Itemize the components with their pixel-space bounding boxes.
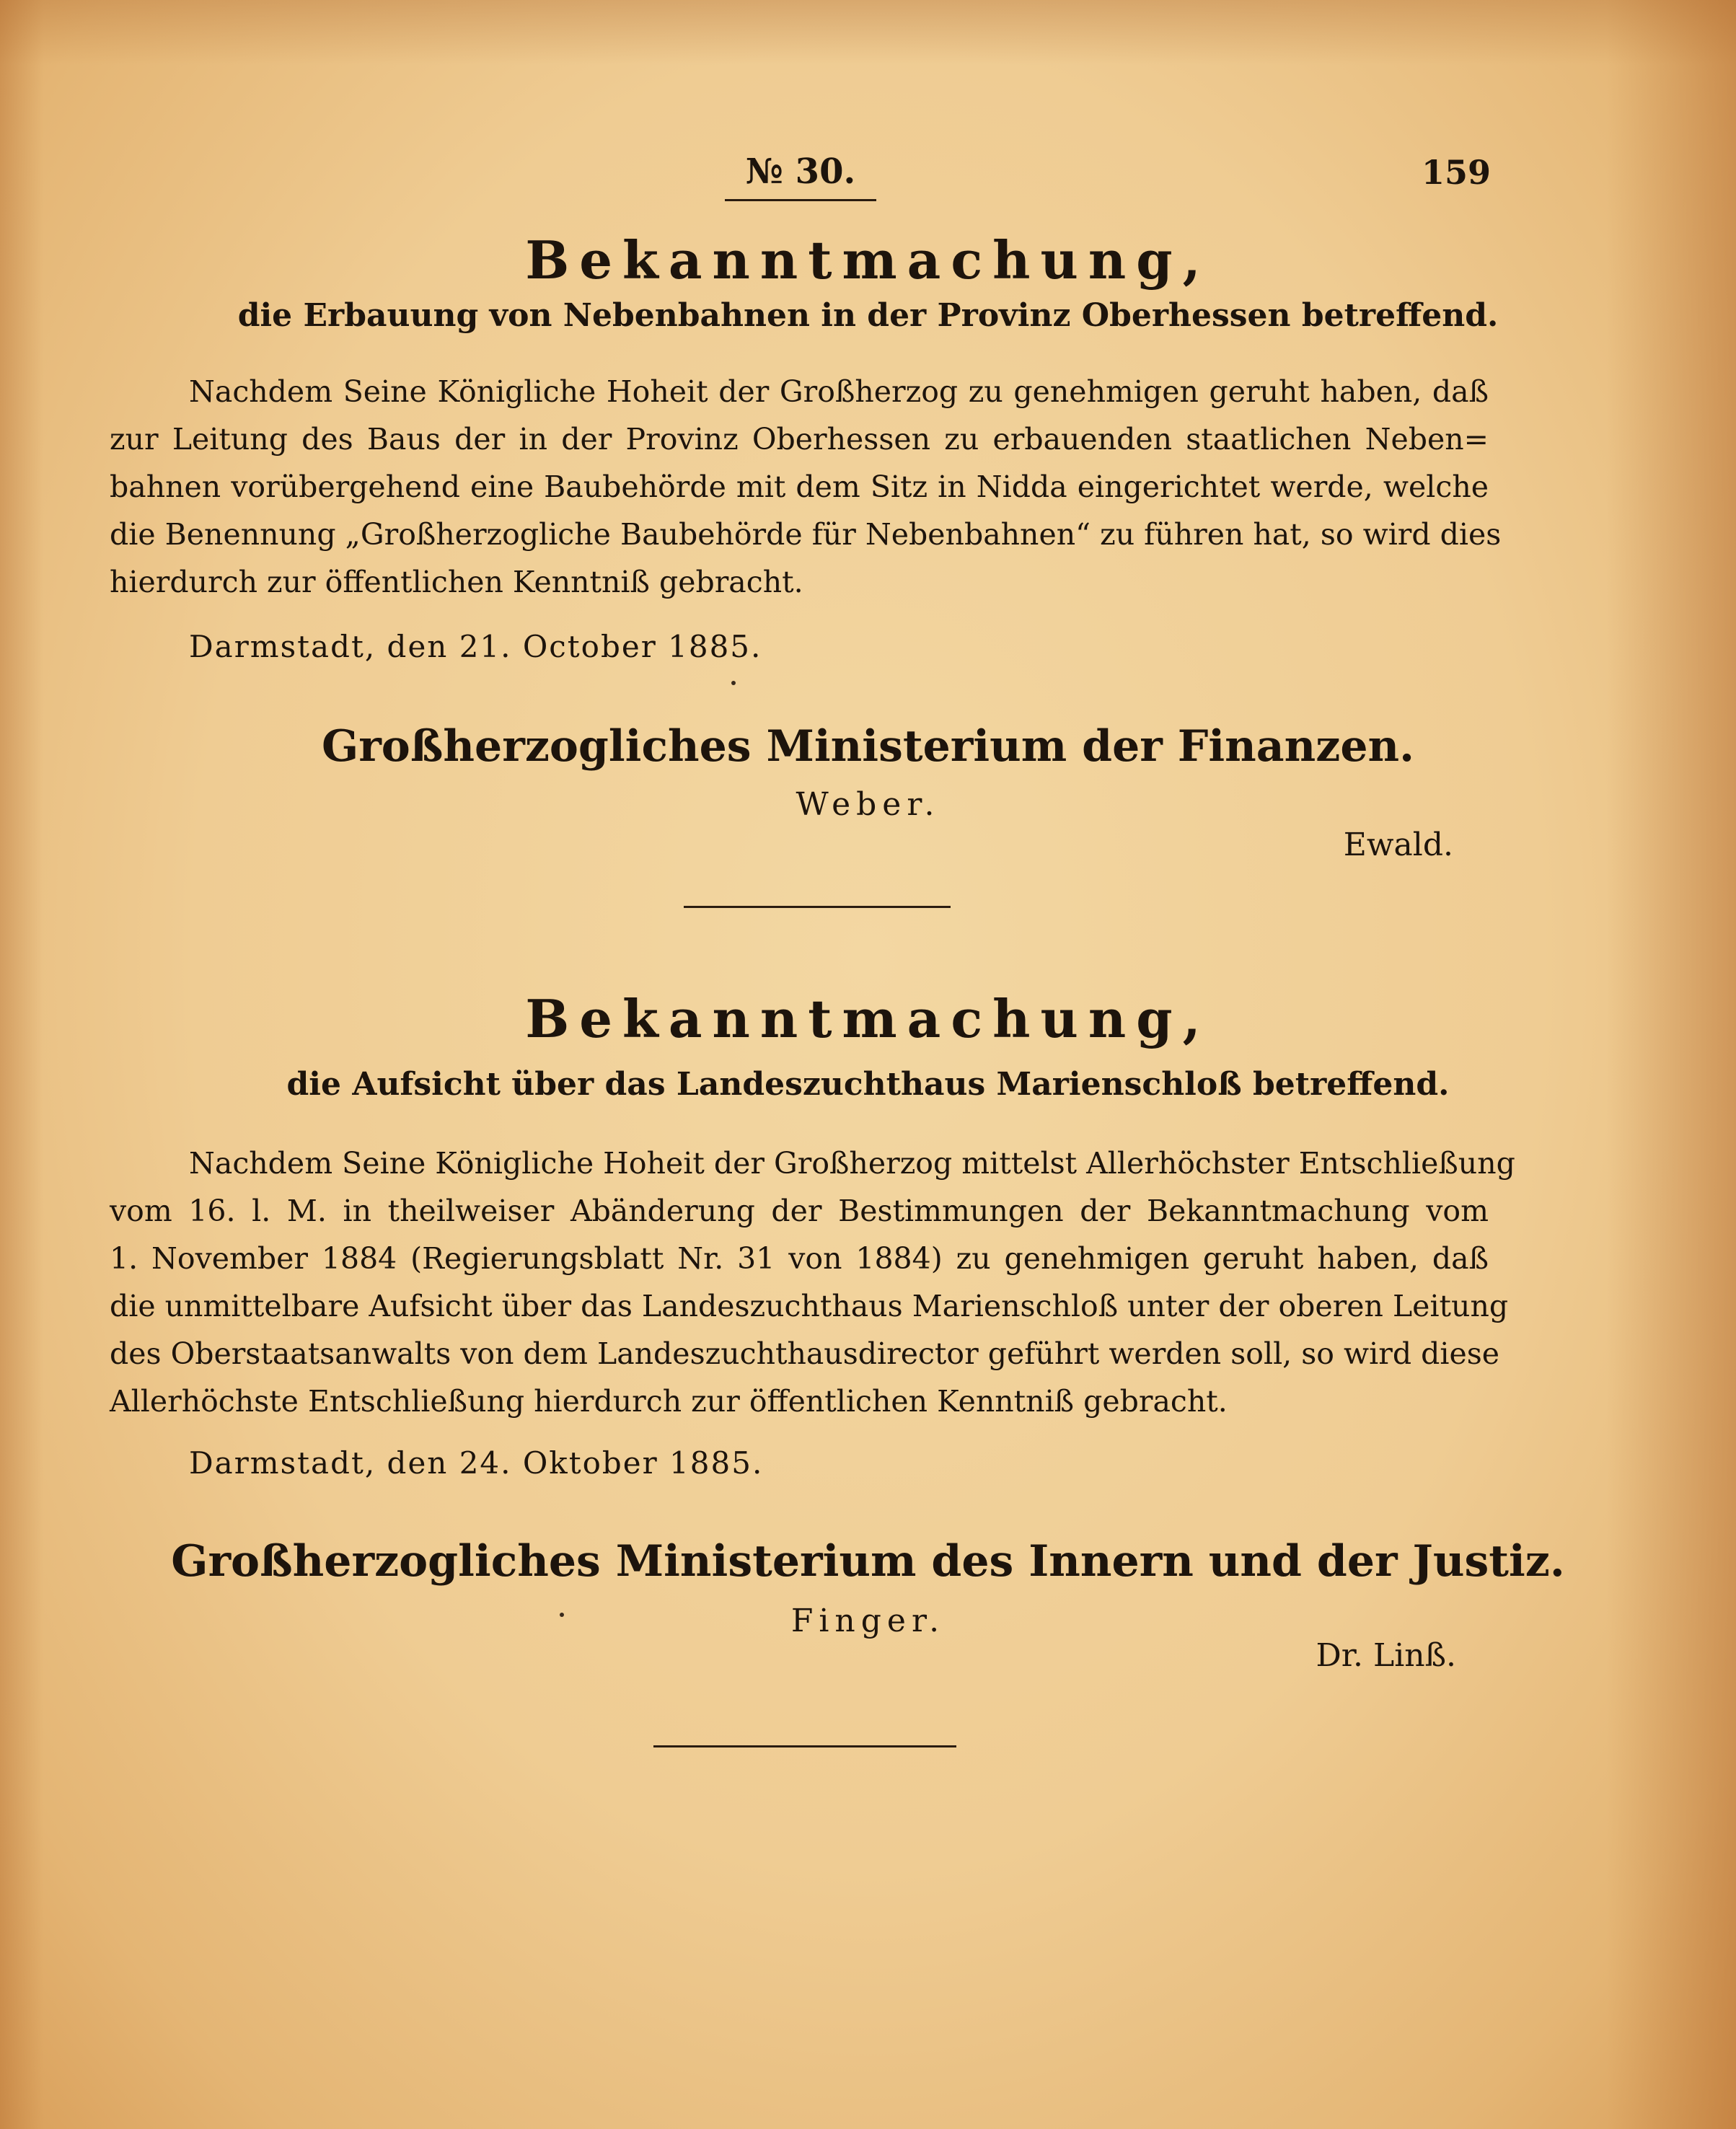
body-line: Allerhöchste Entschließung hierdurch zur öffentlichen Kenntniß gebracht.	[110, 1384, 1228, 1419]
issue-number: № 30.	[725, 151, 876, 201]
body-line: hierdurch zur öffentlichen Kenntniß gebracht.	[110, 565, 803, 599]
body-line: Nachdem Seine Königliche Hoheit der Großherzog mittelst Allerhöchster Entschließung	[189, 1146, 1515, 1181]
notice2-title: Bekanntmachung,	[525, 988, 1211, 1049]
page-number: 159	[1421, 153, 1491, 192]
notice2-countersigner: Dr. Linß.	[1316, 1637, 1456, 1674]
body-line: Nachdem Seine Königliche Hoheit der Großherzog zu genehmigen geruht haben, daß	[189, 374, 1489, 409]
body-line: die Benennung „Großherzogliche Baubehörde für Nebenbahnen“ zu führen hat, so wird dies	[110, 517, 1502, 552]
notice1-countersigner: Ewald.	[1343, 827, 1453, 863]
notice2-dateline: Darmstadt, den 24. Oktober 1885.	[189, 1445, 764, 1481]
notice2-ministry: Großherzogliches Ministerium des Innern und der Justiz.	[171, 1536, 1565, 1587]
body-line: bahnen vorübergehend eine Baubehörde mit dem Sitz in Nidda eingerichtet werde, welche	[110, 470, 1489, 504]
body-line: zur Leitung des Baus der in der Provinz Oberhessen zu erbauenden staatlichen Neben=	[110, 422, 1489, 457]
ink-speck	[560, 1613, 564, 1617]
notice1-ministry: Großherzogliches Ministerium der Finanzen.	[321, 721, 1415, 772]
notice1-signer: Weber.	[796, 786, 940, 823]
paper-edge-top	[0, 0, 1736, 65]
notice2-body	[110, 1140, 1515, 1425]
body-line: 1. November 1884 (Regierungsblatt Nr. 31 von 1884) zu genehmigen geruht haben, daß	[110, 1241, 1489, 1276]
notice1-title: Bekanntmachung,	[525, 229, 1211, 291]
notice1-body	[110, 368, 1502, 606]
closing-divider	[653, 1745, 956, 1747]
section-divider	[684, 906, 951, 908]
body-line: die unmittelbare Aufsicht über das Landeszuchthaus Marienschloß unter der oberen Leitung	[110, 1289, 1509, 1323]
body-line: vom 16. l. M. in theilweiser Abänderung der Bestimmungen der Bekanntmachung vom	[110, 1194, 1489, 1228]
notice1-subtitle: die Erbauung von Nebenbahnen in der Provinz Oberhessen betreffend.	[237, 297, 1499, 334]
notice1-dateline: Darmstadt, den 21. October 1885.	[189, 629, 762, 664]
notice2-subtitle: die Aufsicht über das Landeszuchthaus Marienschloß betreffend.	[286, 1066, 1450, 1103]
body-line: des Oberstaatsanwalts von dem Landeszuchthausdirector geführt werden soll, so wird diese	[110, 1336, 1500, 1371]
ink-speck	[731, 681, 736, 685]
notice2-signer: Finger.	[790, 1603, 946, 1639]
